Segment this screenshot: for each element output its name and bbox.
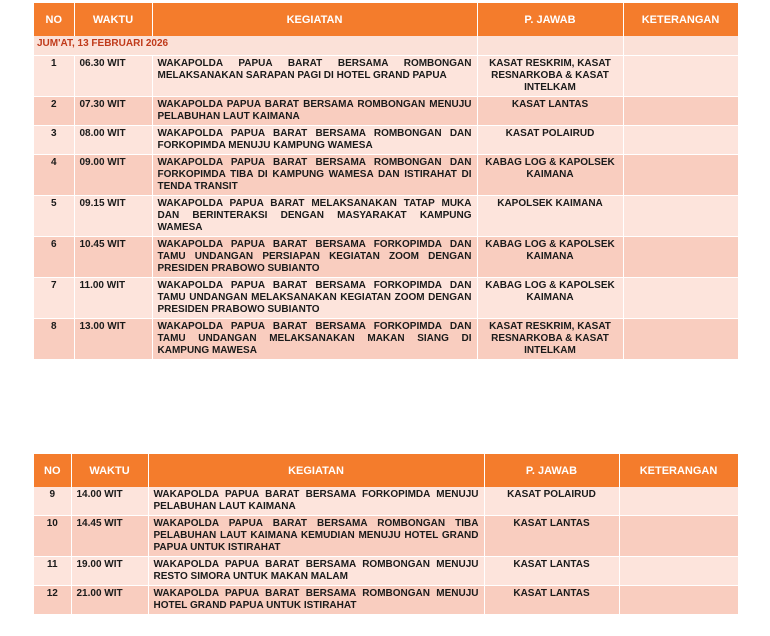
row-keterangan <box>619 487 738 516</box>
row-keterangan <box>623 319 738 360</box>
row-pjawab: KABAG LOG & KAPOLSEK KAIMANA <box>477 237 623 278</box>
row-keterangan <box>619 586 738 615</box>
row-no: 1 <box>34 56 74 97</box>
row-keterangan <box>623 56 738 97</box>
row-pjawab: KASAT RESKRIM, KASAT RESNARKOBA & KASAT INTELKAM <box>477 319 623 360</box>
row-kegiatan: WAKAPOLDA PAPUA BARAT BERSAMA FORKOPIMDA DAN TAMU UNDANGAN MELAKSANAKAN KEGIATAN ZOOM DENGAN PRESIDEN PRABOWO SUBIANTO <box>152 278 477 319</box>
table-row <box>34 56 738 97</box>
row-pjawab: KABAG LOG & KAPOLSEK KAIMANA <box>477 278 623 319</box>
date-row-empty <box>477 36 623 56</box>
row-waktu: 11.00 WIT <box>74 278 152 319</box>
row-keterangan <box>623 196 738 237</box>
row-no: 8 <box>34 319 74 360</box>
table-row <box>34 126 738 155</box>
table-row <box>34 557 738 586</box>
header-pjawab: P. JAWAB <box>484 454 619 487</box>
row-pjawab: KASAT LANTAS <box>477 97 623 126</box>
row-kegiatan: WAKAPOLDA PAPUA BARAT BERSAMA FORKOPIMDA DAN TAMU UNDANGAN PERSIAPAN KEGIATAN ZOOM DENGAN PRESIDEN PRABOWO SUBIANTO <box>152 237 477 278</box>
row-pjawab: KASAT POLAIRUD <box>477 126 623 155</box>
row-kegiatan: WAKAPOLDA PAPUA BARAT BERSAMA FORKOPIMDA DAN TAMU UNDANGAN MELAKSANAKAN MAKAN SIANG DI KAMPUNG MAWESA <box>152 319 477 360</box>
row-kegiatan: WAKAPOLDA PAPUA BARAT BERSAMA ROMBONGAN MENUJU HOTEL GRAND PAPUA UNTUK ISTIRAHAT <box>148 586 484 615</box>
row-pjawab: KASAT RESKRIM, KASAT RESNARKOBA & KASAT INTELKAM <box>477 56 623 97</box>
header-waktu: WAKTU <box>74 3 152 36</box>
row-no: 10 <box>34 516 71 557</box>
table-row <box>34 237 738 278</box>
date-label: JUM'AT, 13 FEBRUARI 2026 <box>34 36 477 56</box>
row-no: 7 <box>34 278 74 319</box>
row-pjawab: KABAG LOG & KAPOLSEK KAIMANA <box>477 155 623 196</box>
table-row <box>34 278 738 319</box>
row-pjawab: KASAT LANTAS <box>484 557 619 586</box>
row-kegiatan: WAKAPOLDA PAPUA BARAT BERSAMA ROMBONGAN TIBA PELABUHAN LAUT KAIMANA KEMUDIAN MENUJU HOTEL GRAND PAPUA UNTUK ISTIRAHAT <box>148 516 484 557</box>
row-no: 4 <box>34 155 74 196</box>
row-no: 2 <box>34 97 74 126</box>
header-kegiatan: KEGIATAN <box>148 454 484 487</box>
row-pjawab: KASAT LANTAS <box>484 586 619 615</box>
header-no: NO <box>34 3 74 36</box>
row-waktu: 10.45 WIT <box>74 237 152 278</box>
row-keterangan <box>623 97 738 126</box>
schedule-table-1 <box>34 3 739 360</box>
row-waktu: 09.00 WIT <box>74 155 152 196</box>
row-no: 5 <box>34 196 74 237</box>
row-waktu: 14.00 WIT <box>71 487 148 516</box>
row-waktu: 21.00 WIT <box>71 586 148 615</box>
row-kegiatan: WAKAPOLDA PAPUA BARAT BERSAMA ROMBONGAN DAN FORKOPIMDA TIBA DI KAMPUNG WAMESA DAN ISTIRAHAT DI TENDA TRANSIT <box>152 155 477 196</box>
row-pjawab: KASAT POLAIRUD <box>484 487 619 516</box>
row-waktu: 08.00 WIT <box>74 126 152 155</box>
row-keterangan <box>623 126 738 155</box>
row-waktu: 19.00 WIT <box>71 557 148 586</box>
header-waktu: WAKTU <box>71 454 148 487</box>
date-row <box>34 36 738 56</box>
schedule-table-2 <box>34 454 739 615</box>
row-waktu: 06.30 WIT <box>74 56 152 97</box>
row-kegiatan: WAKAPOLDA PAPUA BARAT BERSAMA ROMBONGAN MELAKSANAKAN SARAPAN PAGI DI HOTEL GRAND PAPUA <box>152 56 477 97</box>
row-pjawab: KAPOLSEK KAIMANA <box>477 196 623 237</box>
row-no: 3 <box>34 126 74 155</box>
table-row <box>34 97 738 126</box>
table-header-row <box>34 3 738 36</box>
header-kegiatan: KEGIATAN <box>152 3 477 36</box>
table-row <box>34 319 738 360</box>
row-kegiatan: WAKAPOLDA PAPUA BARAT MELAKSANAKAN TATAP MUKA DAN BERINTERAKSI DENGAN MASYARAKAT KAMPUNG WAMESA <box>152 196 477 237</box>
row-keterangan <box>623 155 738 196</box>
row-kegiatan: WAKAPOLDA PAPUA BARAT BERSAMA ROMBONGAN DAN FORKOPIMDA MENUJU KAMPUNG WAMESA <box>152 126 477 155</box>
row-waktu: 09.15 WIT <box>74 196 152 237</box>
table-row <box>34 196 738 237</box>
row-no: 12 <box>34 586 71 615</box>
date-row-empty <box>623 36 738 56</box>
row-keterangan <box>619 557 738 586</box>
row-kegiatan: WAKAPOLDA PAPUA BARAT BERSAMA FORKOPIMDA MENUJU PELABUHAN LAUT KAIMANA <box>148 487 484 516</box>
row-waktu: 07.30 WIT <box>74 97 152 126</box>
header-keterangan: KETERANGAN <box>619 454 738 487</box>
row-keterangan <box>623 278 738 319</box>
row-no: 11 <box>34 557 71 586</box>
row-keterangan <box>619 516 738 557</box>
table-row <box>34 487 738 516</box>
row-no: 9 <box>34 487 71 516</box>
table-header-row <box>34 454 738 487</box>
row-keterangan <box>623 237 738 278</box>
row-no: 6 <box>34 237 74 278</box>
header-pjawab: P. JAWAB <box>477 3 623 36</box>
row-waktu: 14.45 WIT <box>71 516 148 557</box>
table-row <box>34 155 738 196</box>
row-waktu: 13.00 WIT <box>74 319 152 360</box>
table-row <box>34 586 738 615</box>
row-kegiatan: WAKAPOLDA PAPUA BARAT BERSAMA ROMBONGAN MENUJU PELABUHAN LAUT KAIMANA <box>152 97 477 126</box>
header-no: NO <box>34 454 71 487</box>
header-keterangan: KETERANGAN <box>623 3 738 36</box>
row-pjawab: KASAT LANTAS <box>484 516 619 557</box>
table-row <box>34 516 738 557</box>
row-kegiatan: WAKAPOLDA PAPUA BARAT BERSAMA ROMBONGAN MENUJU RESTO SIMORA UNTUK MAKAN MALAM <box>148 557 484 586</box>
